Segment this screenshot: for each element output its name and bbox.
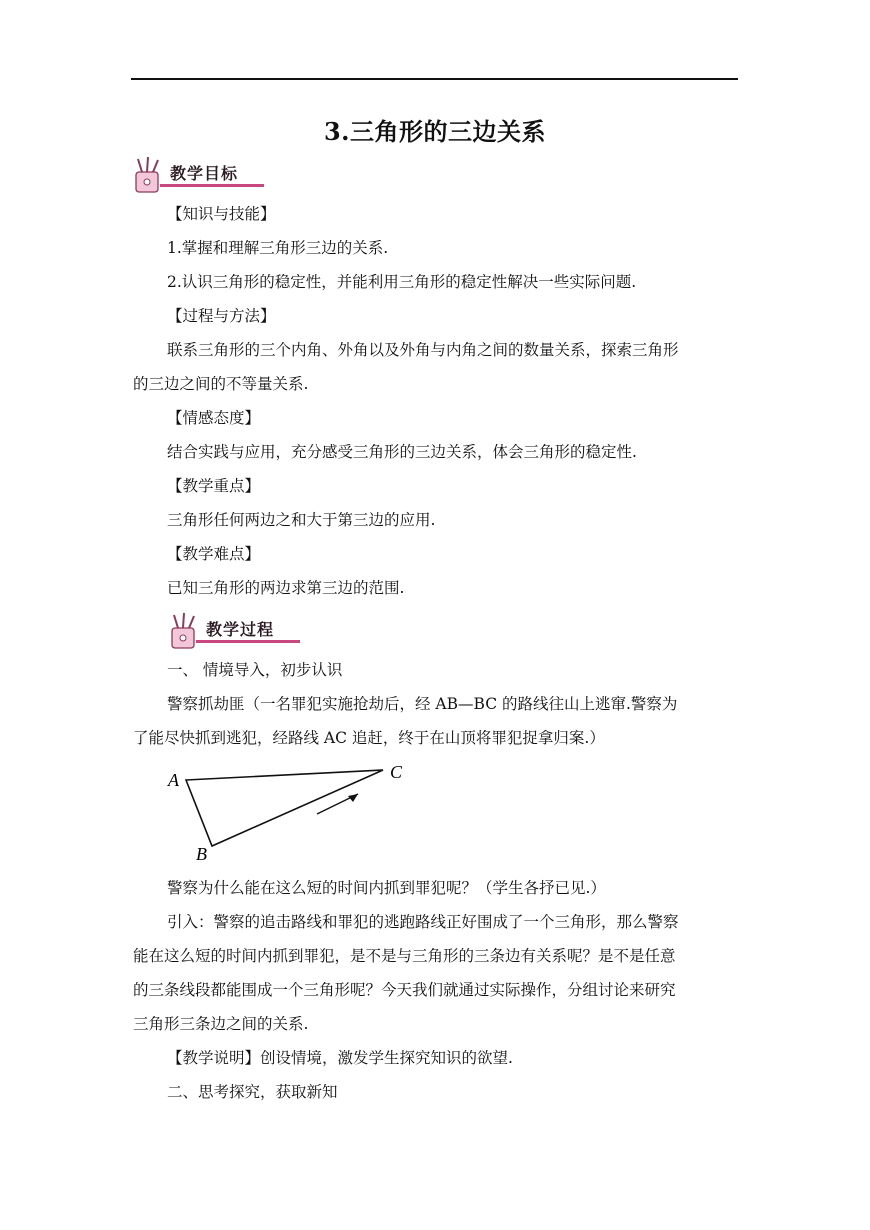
story-line-2: 了能尽快抓到逃犯，经路线 AC 追赶，终于在山顶将罪犯捉拿归案.） bbox=[133, 729, 605, 747]
vertex-label-c: C bbox=[390, 762, 403, 782]
difficulty-heading: 【教学难点】 bbox=[167, 545, 261, 563]
teaching-note: 【教学说明】创设情境，激发学生探究知识的欲望. bbox=[167, 1049, 513, 1067]
intro-line-4: 三角形三条边之间的关系. bbox=[133, 1015, 309, 1033]
triangle-abc bbox=[186, 770, 383, 846]
top-rule bbox=[131, 78, 738, 80]
badge-underline bbox=[160, 184, 264, 187]
attitude-text: 结合实践与应用，充分感受三角形的三边关系，体会三角形的稳定性. bbox=[167, 443, 637, 461]
step-2-heading: 二、思考探究，获取新知 bbox=[167, 1083, 338, 1101]
intro-line-3: 的三条线段都能围成一个三角形呢？今天我们就通过实际操作，分组讨论来研究 bbox=[133, 981, 676, 999]
knowledge-heading: 【知识与技能】 bbox=[167, 205, 276, 223]
knowledge-item-1: 1.掌握和理解三角形三边的关系. bbox=[167, 239, 389, 257]
section-badge-label: 教学过程 bbox=[206, 620, 275, 639]
step-1-heading: 一、 情境导入，初步认识 bbox=[167, 661, 343, 679]
pencil-cup-icon bbox=[130, 156, 166, 196]
question-text: 警察为什么能在这么短的时间内抓到罪犯呢？（学生各抒已见.） bbox=[167, 879, 606, 897]
page-title: 3.三角形的三边关系 bbox=[323, 117, 547, 146]
badge-underline bbox=[196, 640, 300, 643]
method-heading: 【过程与方法】 bbox=[167, 307, 276, 325]
pencil-cup-icon bbox=[166, 612, 202, 652]
section-badge-label: 教学目标 bbox=[170, 164, 239, 183]
triangle-diagram bbox=[160, 756, 420, 868]
section-badge-objectives bbox=[130, 156, 270, 196]
intro-line-2: 能在这么短的时间内抓到罪犯，是不是与三角形的三条边有关系呢？是不是任意 bbox=[133, 947, 676, 965]
vertex-label-a: A bbox=[168, 770, 179, 790]
vertex-label-b: B bbox=[196, 844, 207, 864]
difficulty-text: 已知三角形的两边求第三边的范围. bbox=[167, 579, 405, 597]
key-point-heading: 【教学重点】 bbox=[167, 477, 261, 495]
story-line-1: 警察抓劫匪（一名罪犯实施抢劫后，经 AB—BC 的路线往山上逃窜.警察为 bbox=[167, 695, 678, 713]
attitude-heading: 【情感态度】 bbox=[167, 409, 261, 427]
method-text-line-1: 联系三角形的三个内角、外角以及外角与内角之间的数量关系，探索三角形 bbox=[167, 341, 679, 359]
key-point-text: 三角形任何两边之和大于第三边的应用. bbox=[167, 511, 436, 529]
section-badge-process bbox=[166, 612, 306, 652]
method-text-line-2: 的三边之间的不等量关系. bbox=[133, 375, 309, 393]
intro-line-1: 引入：警察的追击路线和罪犯的逃跑路线正好围成了一个三角形，那么警察 bbox=[167, 913, 679, 931]
knowledge-item-2: 2.认识三角形的稳定性，并能利用三角形的稳定性解决一些实际问题. bbox=[167, 273, 637, 291]
